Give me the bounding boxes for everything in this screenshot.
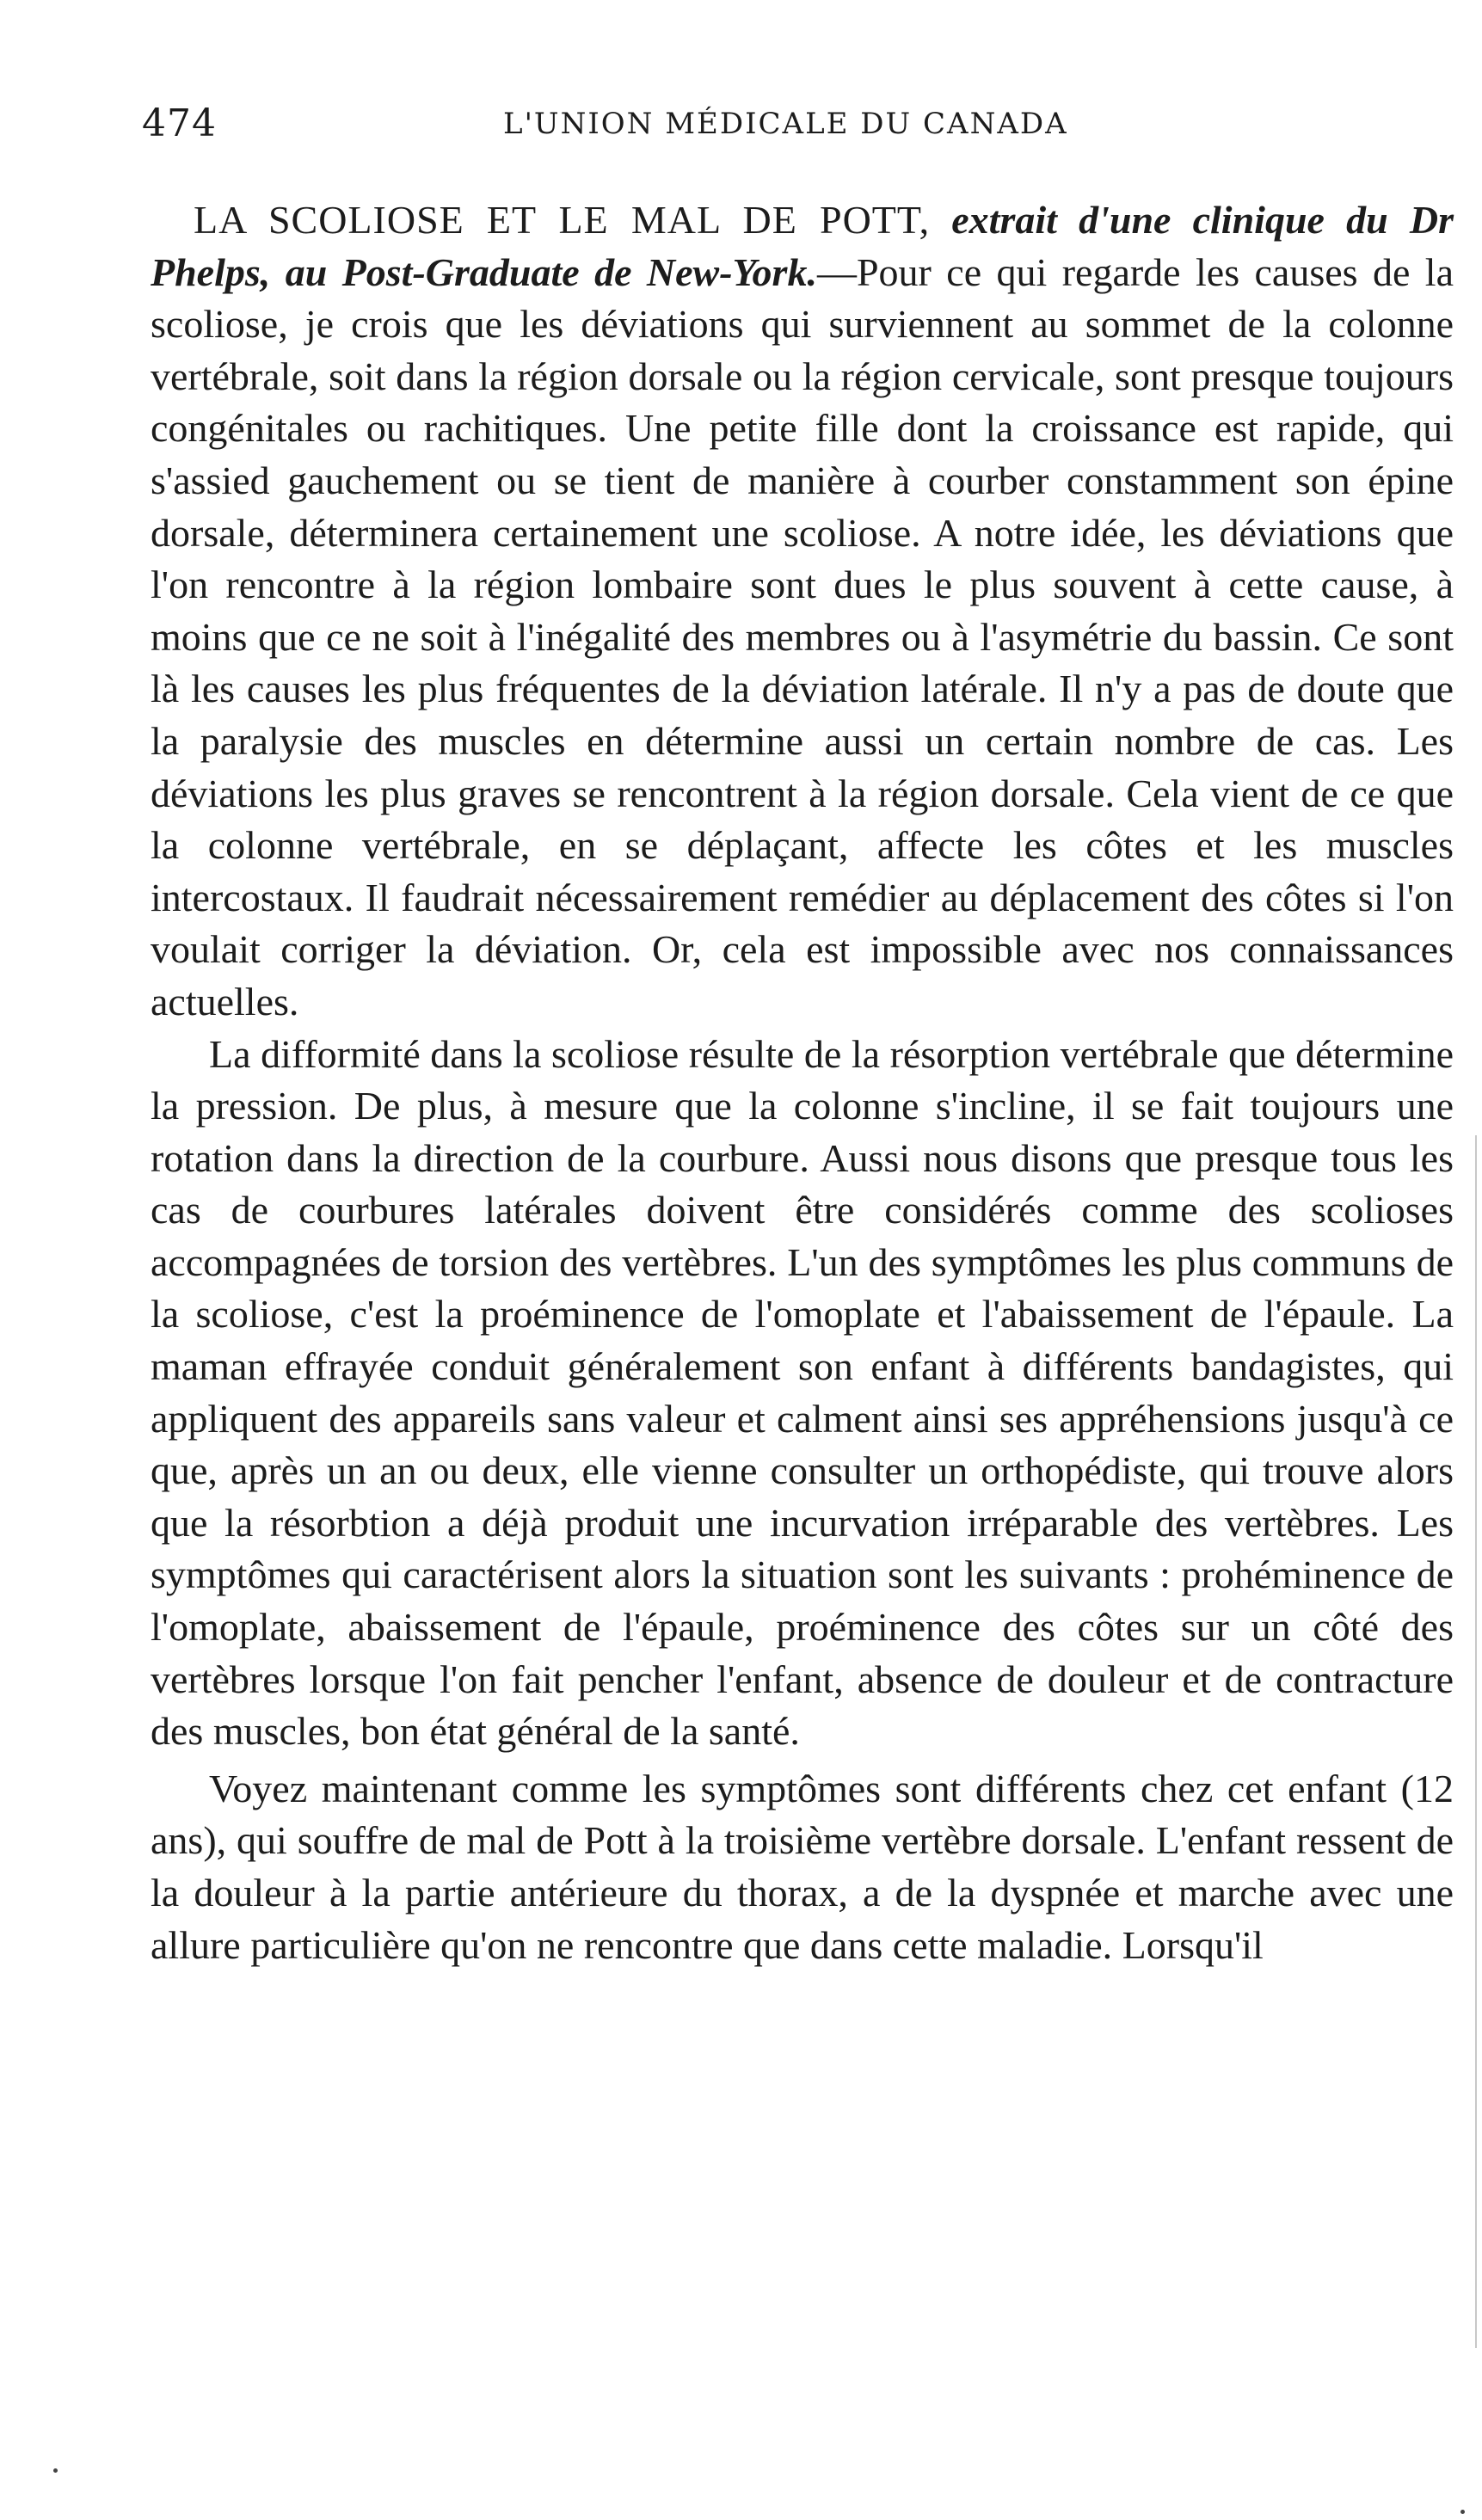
- running-head: [142, 101, 1144, 153]
- margin-rule: [1475, 1135, 1477, 2348]
- paragraph-3: Voyez maintenant comme les symptômes sont différents chez cet enfant (12 ans), qui souffre de mal de Pott à la troisième vertèbre dorsale. L'enfant ressent de la douleur à la partie antérieure du thorax, a de la dyspnée et marche avec une allure particulière qu'on ne rencontre que dans cette maladie. Lorsqu'il: [151, 1766, 1454, 1967]
- page-number: 474: [142, 101, 217, 145]
- paragraph-1-text: —Pour ce qui regarde les causes de la scoliose, je crois que les déviations qui surviennent au sommet de la colonne vertébrale, soit dans la région dorsale ou la région cervicale, sont presque toujours congénitales ou rachitiques. Une petite fille dont la croissance est rapide, qui s'assied gauchement ou se tient de manière à courber constamment son épine dorsale, déterminera certainement une scoliose. A notre idée, les déviations que l'on rencontre à la région lombaire sont dues le plus souvent à cette cause, à moins que ce ne soit à l'inégalité des membres ou à l'asymétrie du bassin. Ce sont là les causes les plus fréquentes de la déviation latérale. Il n'y a pas de doute que la paralysie des muscles en détermine aussi un certain nombre de cas. Les déviations les plus graves se rencontrent à la région dorsale. Cela vient de ce que la colonne vertébrale, en se déplaçant, affecte les côtes et les muscles intercostaux. Il faudrait nécessairement remédier au déplacement des côtes si l'on voulait corriger la déviation. Or, cela est impossible avec nos connaissances actuelles.: [151, 249, 1454, 1023]
- article-body: [151, 194, 1454, 1971]
- paragraph-2: La difformité dans la scoliose résulte de la résorption vertébrale que détermine la pression. De plus, à mesure que la colonne s'incline, il se fait toujours une rotation dans la direction de la courbure. Aussi nous disons que presque tous les cas de courbures latérales doivent être considérés comme des scolioses accompagnées de torsion des vertèbres. L'un des symptômes les plus communs de la scoliose, c'est la proéminence de l'omoplate et l'abaissement de l'épaule. La maman effrayée conduit généralement son enfant à différents bandagistes, qui appliquent des appareils sans valeur et calment ainsi ses appréhensions jusqu'à ce que, après un an ou deux, elle vienne consulter un orthopédiste, qui trouve alors que la résorbtion a déjà produit une incurvation irréparable des vertèbres. Les symptômes qui caractérisent alors la situation sont les suivants : prohéminence de l'omoplate, abaissement de l'épaule, proéminence des côtes sur un côté des vertèbres lorsque l'on fait pencher l'enfant, absence de douleur et de contracture des muscles, bon état général de la santé.: [151, 1031, 1454, 1754]
- paper-speck: [53, 2468, 58, 2473]
- journal-title: L'UNION MÉDICALE DU CANADA: [503, 107, 1068, 141]
- paragraph-1: [151, 194, 1454, 1029]
- article-title: LA SCOLIOSE ET LE MAL DE POTT,: [194, 198, 931, 242]
- paper-speck: [1460, 2510, 1465, 2514]
- article-subtitle: extrait d'une clinique du Dr Phelps, au Post-Graduate de New-York.: [151, 198, 1454, 294]
